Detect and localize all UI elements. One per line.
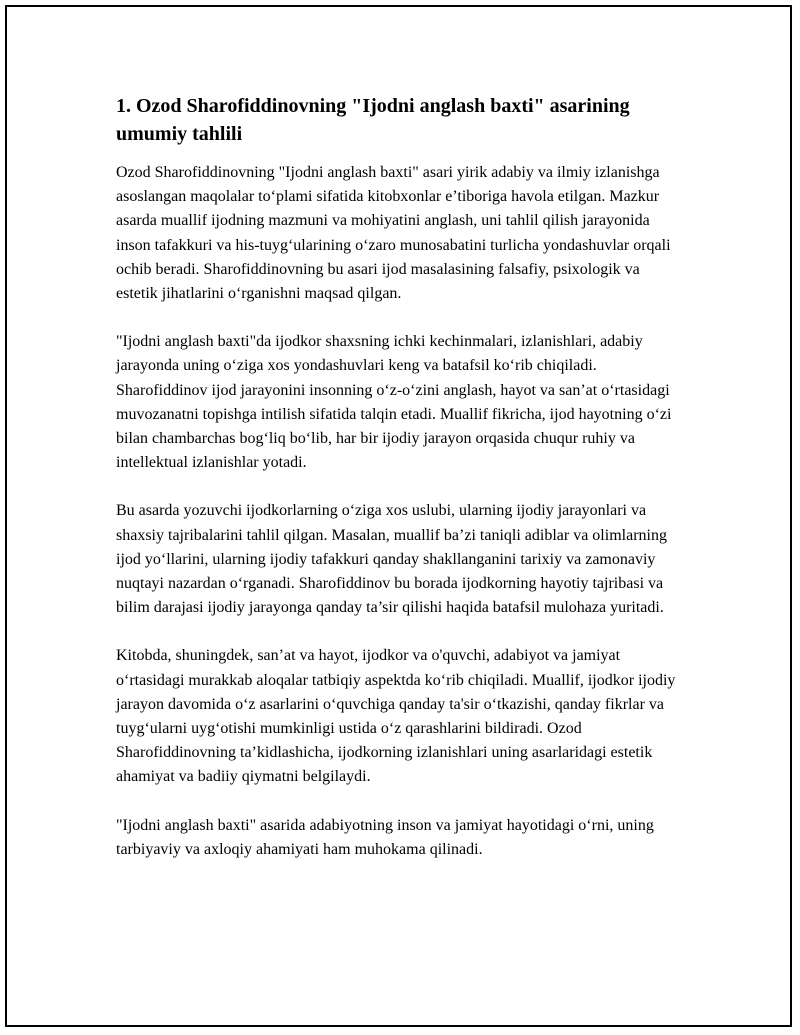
paragraph-3: Bu asarda yozuvchi ijodkorlarning o‘ziga xos uslubi, ularning ijodiy jarayonlari va shaxsiy tajribalarini tahlil qilgan. Masalan, muallif ba’zi taniqli adiblar va olimlarning ijod yo‘llarini, ularning ijodiy tafakkuri qanday shakllanganini tarixiy va zamonaviy nuqtayi nazardan o‘rganadi. Sharofiddinov bu borada ijodkorning hayotiy tajribasi va bilim darajasi ijodiy jarayonga qanday ta’sir qilishi haqida batafsil mulohaza yuritadi. — [116, 502, 667, 617]
paragraph-1: Ozod Sharofiddinovning "Ijodni anglash baxti" asari yirik adabiy va ilmiy izlanishga asoslangan maqolalar to‘plami sifatida kitobxonlar e’tiboriga havola etilgan. Mazkur asarda muallif ijodning mazmuni va mohiyatini anglash, uni tahlil qilish jarayonida inson tafakkuri va his-tuyg‘ularining o‘zaro munosabatini turlicha yondashuvlar orqali ochib beradi. Sharofiddinovning bu asari ijod masalasining falsafiy, psixologik va estetik jihatlarini o‘rganishni maqsad qilgan. — [116, 164, 671, 303]
paragraph-5: "Ijodni anglash baxti" asarida adabiyotning inson va jamiyat hayotidagi o‘rni, uning tarbiyaviy va axloqiy ahamiyati ham muhokama qilinadi. — [116, 816, 654, 858]
paragraph-4: Kitobda, shuningdek, san’at va hayot, ijodkor va o'quvchi, adabiyot va jamiyat o‘rtasidagi murakkab aloqalar tatbiqiy aspektda ko‘rib chiqiladi. Muallif, ijodkor ijodiy jarayon davomida o‘z asarlarini o‘quvchiga qanday ta'sir o‘tkazishi, qanday fikrlar va tuyg‘ularni uyg‘otishi mumkinligi ustida o‘z qarashlarini bildiradi. Ozod Sharofiddinovning ta’kidlashicha, ijodkorning izlanishlari uning asarlaridagi estetik ahamiyat va badiiy qiymatni belgilaydi. — [116, 647, 676, 786]
paragraph-2: "Ijodni anglash baxti"da ijodkor shaxsning ichki kechinmalari, izlanishlari, adabiy jarayonda uning o‘ziga xos yondashuvlari keng va batafsil ko‘rib chiqiladi. Sharofiddinov ijod jarayonini insonning o‘z-o‘zini anglash, hayot va san’at o‘rtasidagi muvozanatni topishga intilish sifatida talqin etadi. Muallif fikricha, ijod hayotning o‘zi bilan chambarchas bog‘liq bo‘lib, har bir ijodiy jarayon orqasida chuqur ruhiy va intellektual izlanishlar yotadi. — [116, 333, 672, 472]
document-body — [116, 92, 676, 886]
section-heading: 1. Ozod Sharofiddinovning "Ijodni anglash baxti" asarining umumiy tahlili — [116, 95, 630, 145]
